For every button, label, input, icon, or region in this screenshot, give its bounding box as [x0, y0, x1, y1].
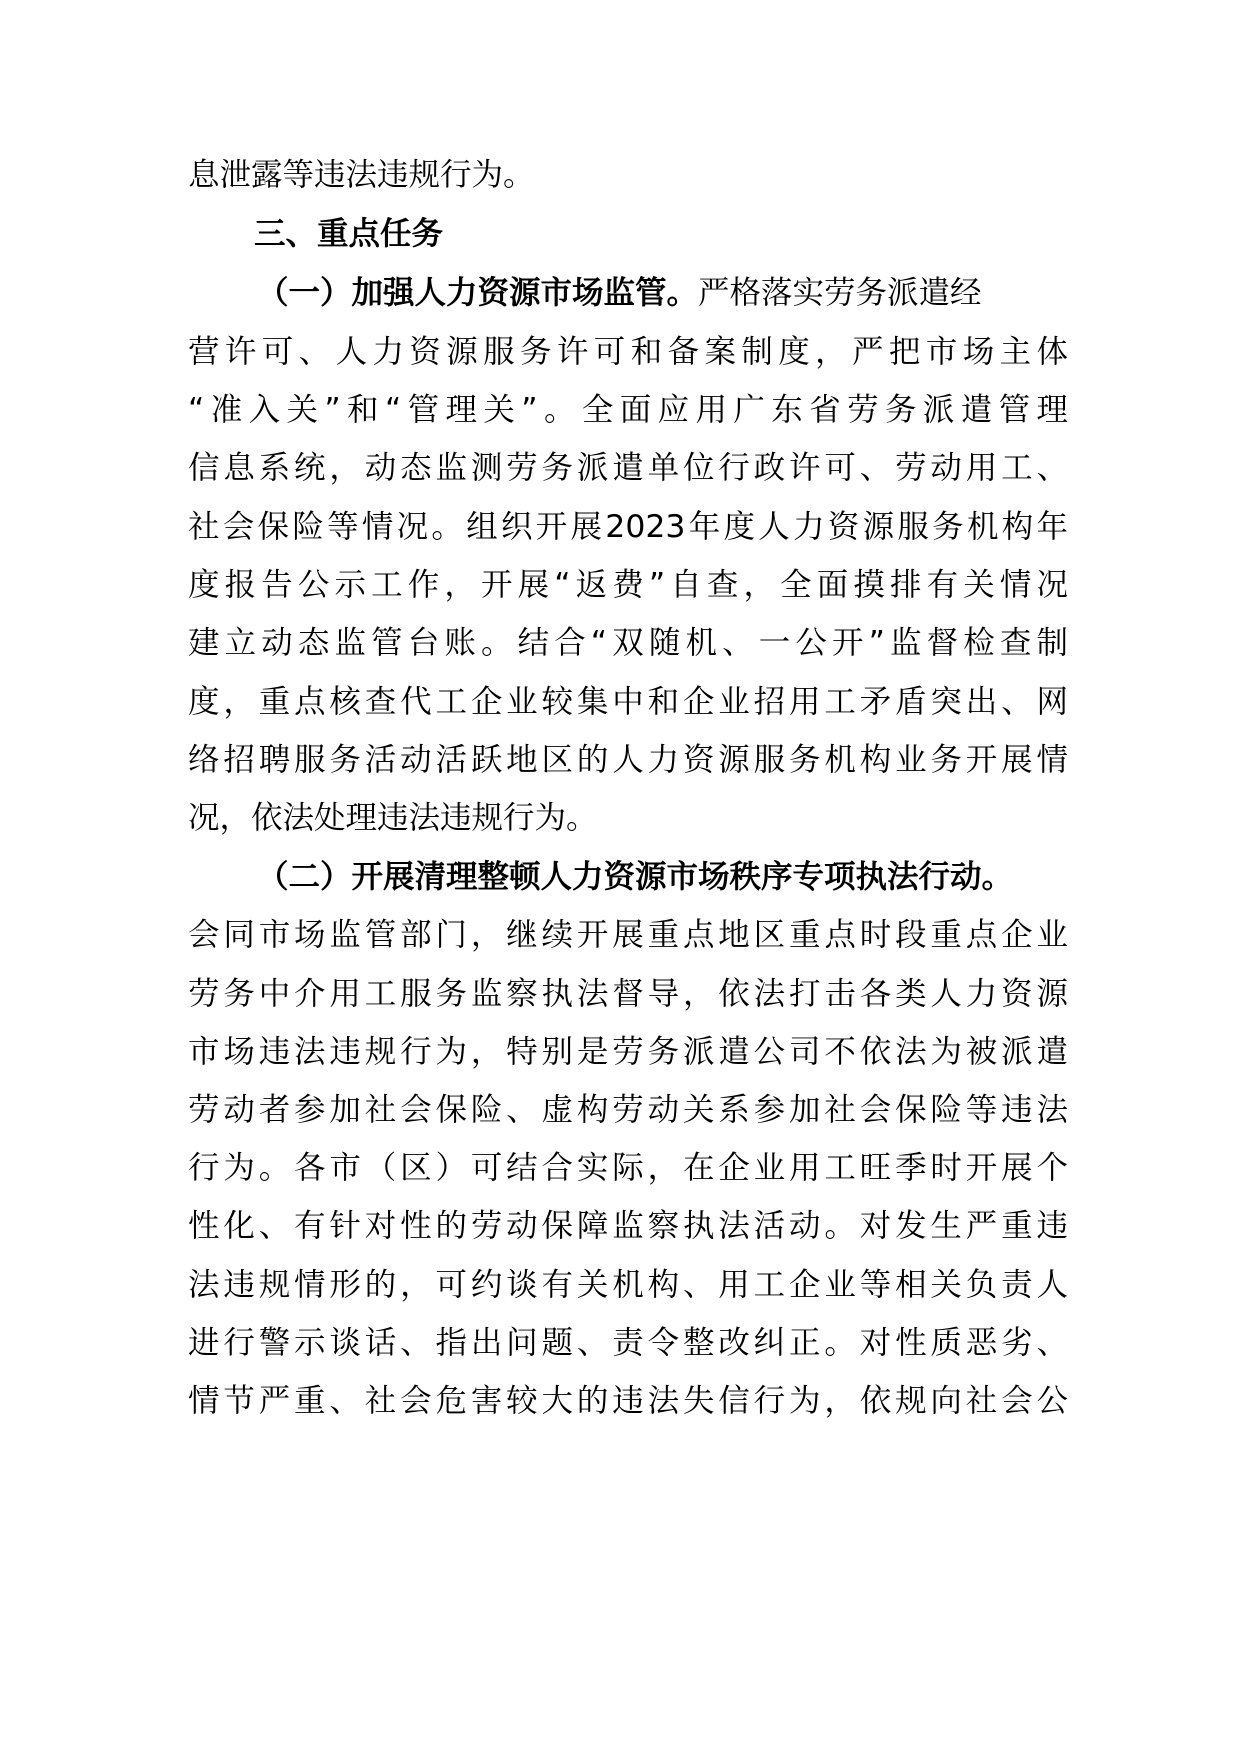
paragraph-line: 络招聘服务活动活跃地区的人力资源服务机构业务开展情	[188, 742, 1068, 778]
paragraph-line: 社会保险等情况。组织开展2023年度人力资源服务机构年	[188, 509, 1068, 545]
item1-first-line	[257, 261, 1137, 325]
paragraph-line: 度报告公示工作，开展“返费”自查，全面摸排有关情况	[188, 567, 1068, 603]
item2-title: （二）开展清理整顿人力资源市场秩序专项执法行动。	[257, 859, 1014, 895]
paragraph-line: 况，依法处理违法违规行为。	[188, 800, 598, 836]
paragraph-line: 劳动者参加社会保险、虚构劳动关系参加社会保险等违法	[188, 1092, 1068, 1128]
paragraph-line: 性化、有针对性的劳动保障监察执法活动。对发生严重违	[188, 1208, 1068, 1244]
paragraph-line: “准入关”和“管理关”。全面应用广东省劳务派遣管理	[188, 392, 1068, 428]
paragraph-line: 行为。各市（区）可结合实际，在企业用工旺季时开展个	[188, 1150, 1068, 1186]
paragraph-line: 建立动态监管台账。结合“双随机、一公开”监督检查制	[188, 625, 1068, 661]
paragraph-line: 情节严重、社会危害较大的违法失信行为，依规向社会公	[188, 1383, 1068, 1419]
paragraph-line: 息泄露等违法违规行为。	[188, 157, 535, 193]
item1-title: （一）加强人力资源市场监管。	[257, 275, 699, 311]
paragraph-line: 信息系统，动态监测劳务派遣单位行政许可、劳动用工、	[188, 450, 1068, 486]
paragraph-line: 劳务中介用工服务监察执法督导，依法打击各类人力资源	[188, 976, 1068, 1012]
paragraph-line: 会同市场监管部门，继续开展重点地区重点时段重点企业	[188, 917, 1068, 953]
paragraph-line: 度，重点核查代工企业较集中和企业招用工矛盾突出、网	[188, 684, 1068, 720]
paragraph-line: 进行警示谈话、指出问题、责令整改纠正。对性质恶劣、	[188, 1325, 1068, 1361]
paragraph-line: 营许可、人力资源服务许可和备案制度，严把市场主体	[188, 334, 1068, 370]
section-heading: 三、重点任务	[254, 216, 444, 252]
paragraph-line: 法违规情形的，可约谈有关机构、用工企业等相关负责人	[188, 1267, 1068, 1303]
paragraph-line: 市场违法违规行为，特别是劳务派遣公司不依法为被派遣	[188, 1034, 1068, 1070]
item1-first-line-text: 严格落实劳务派遣经	[698, 275, 982, 311]
